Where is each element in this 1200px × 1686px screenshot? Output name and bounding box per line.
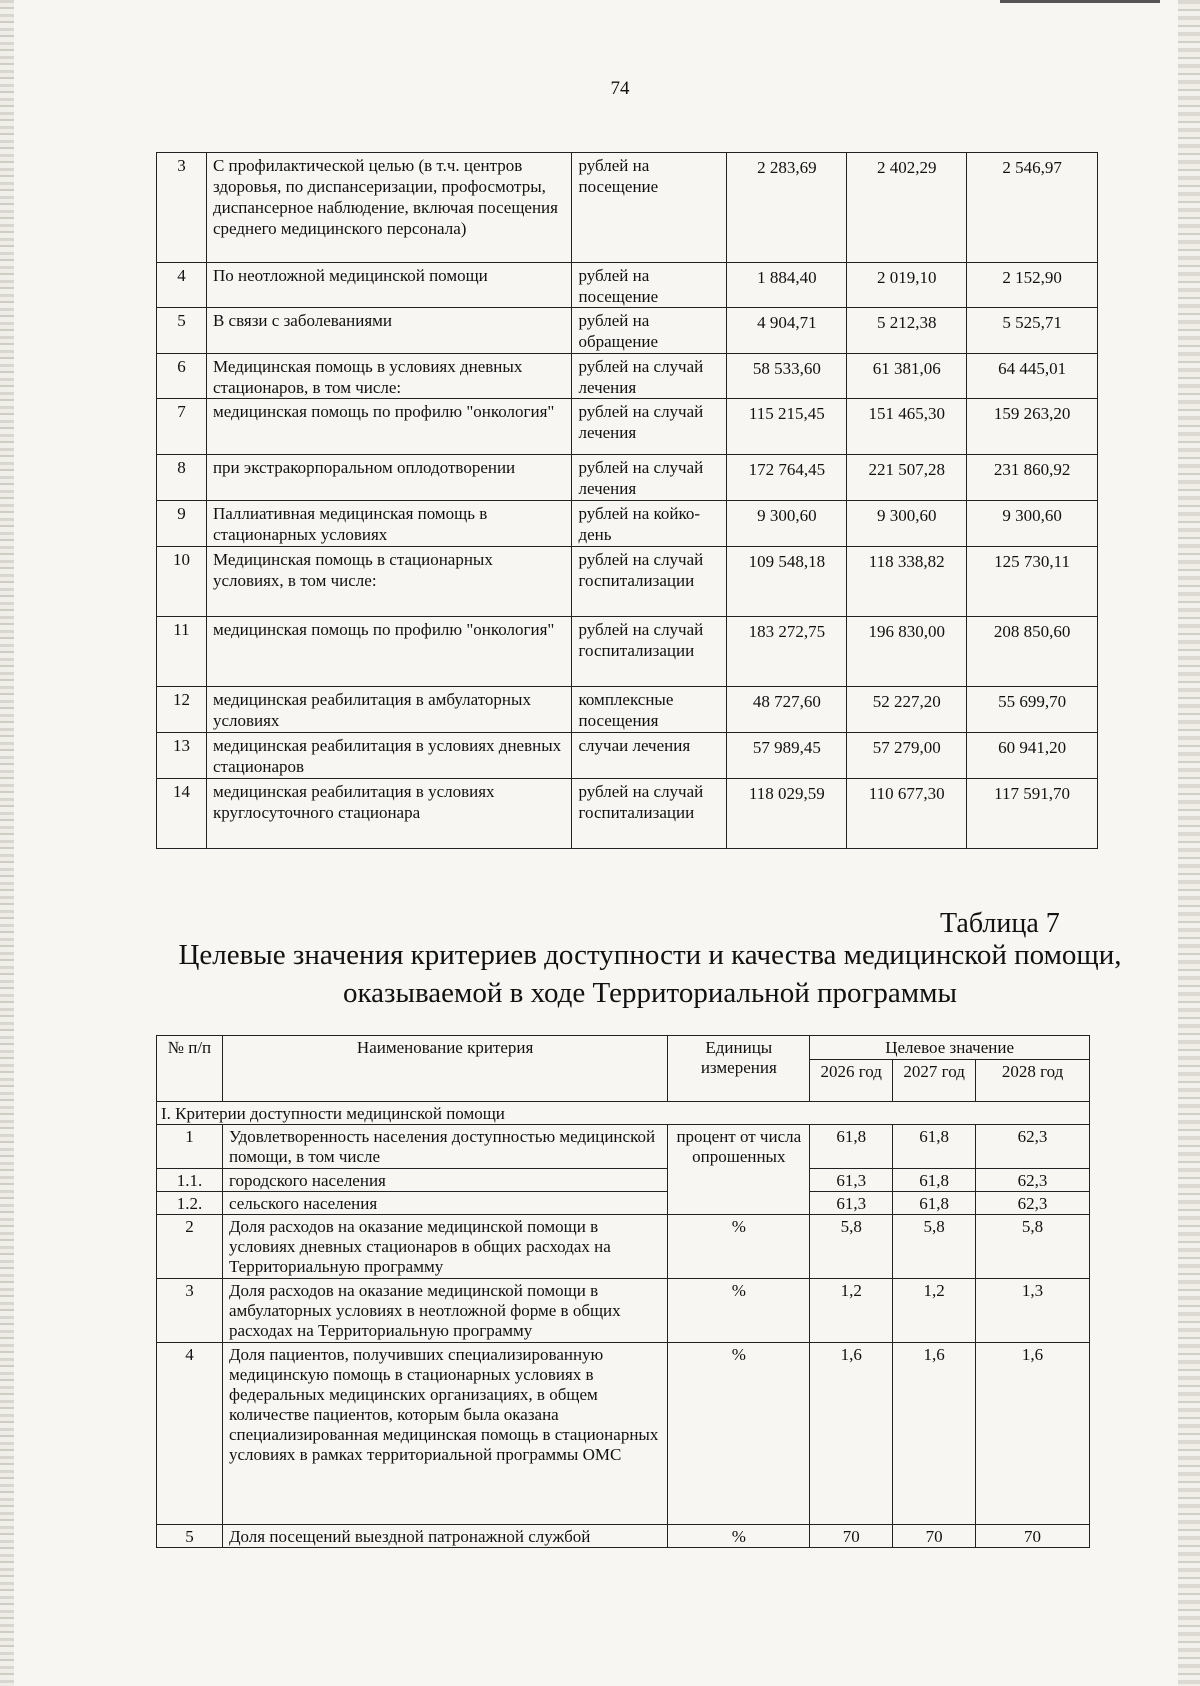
scan-top-mark [1000,0,1160,3]
row-2028: 55 699,70 [967,687,1098,733]
table-row [157,1215,1090,1279]
table-row [157,153,1098,263]
row-2028: 2 546,97 [967,153,1098,263]
row-2027: 221 507,28 [847,455,967,501]
table-row [157,1343,1090,1525]
row-name: сельского населения [222,1192,667,1215]
row-2028: 60 941,20 [967,733,1098,779]
table-row [157,1169,1090,1192]
row-unit: рублей на случай госпитализации [572,779,727,849]
row-unit: рублей на случай лечения [572,354,727,399]
row-unit: рублей на случай лечения [572,399,727,455]
row-2026: 2 283,69 [727,153,847,263]
row-2028: 1,6 [976,1343,1090,1525]
row-2027: 61 381,06 [847,354,967,399]
row-2026: 1,2 [810,1279,893,1343]
row-unit: % [668,1525,810,1548]
row-name: при экстракорпоральном оплодотворении [206,455,572,501]
row-2028: 62,3 [976,1192,1090,1215]
row-2026: 115 215,45 [727,399,847,455]
row-2026: 48 727,60 [727,687,847,733]
header-2028: 2028 год [976,1060,1090,1102]
row-2027: 70 [893,1525,976,1548]
row-2026: 70 [810,1525,893,1548]
header-target: Целевое значение [810,1036,1090,1060]
row-2028: 5,8 [976,1215,1090,1279]
scan-right-edge [1178,0,1200,1686]
row-2027: 151 465,30 [847,399,967,455]
row-unit: рублей на случай госпитализации [572,547,727,617]
row-num: 5 [157,308,207,354]
row-name: Доля посещений выездной патронажной службой [222,1525,667,1548]
row-name: Доля расходов на оказание медицинской помощи в условиях дневных стационаров в общих расходах на Территориальную программу [222,1215,667,1279]
row-2026: 109 548,18 [727,547,847,617]
row-2027: 118 338,82 [847,547,967,617]
section-title: I. Критерии доступности медицинской помощи [157,1102,1090,1125]
row-name: Доля расходов на оказание медицинской помощи в амбулаторных условиях в неотложной форме в общих расходах на Территориальную программу [222,1279,667,1343]
row-2026: 9 300,60 [727,501,847,547]
table-row [157,399,1098,455]
row-name: медицинская помощь по профилю "онкология" [206,399,572,455]
table-row [157,308,1098,354]
row-2026: 58 533,60 [727,354,847,399]
row-name: Медицинская помощь в условиях дневных стационаров, в том числе: [206,354,572,399]
row-2026: 61,8 [810,1125,893,1169]
row-2026: 61,3 [810,1192,893,1215]
row-2026: 4 904,71 [727,308,847,354]
row-2028: 62,3 [976,1125,1090,1169]
row-2026: 183 272,75 [727,617,847,687]
table-row [157,547,1098,617]
table-row [157,617,1098,687]
row-2027: 5 212,38 [847,308,967,354]
table-row [157,733,1098,779]
row-2028: 2 152,90 [967,263,1098,308]
table-row [157,501,1098,547]
table-row [157,687,1098,733]
costs-table [156,152,1098,849]
row-2026: 57 989,45 [727,733,847,779]
row-num: 9 [157,501,207,547]
row-2027: 110 677,30 [847,779,967,849]
row-2026: 5,8 [810,1215,893,1279]
row-name: В связи с заболеваниями [206,308,572,354]
row-num: 1 [157,1125,223,1169]
row-num: 1.1. [157,1169,223,1192]
table-row [157,354,1098,399]
page-number: 74 [610,78,630,99]
row-2026: 1 884,40 [727,263,847,308]
row-num: 13 [157,733,207,779]
table-row [157,263,1098,308]
row-2028: 70 [976,1525,1090,1548]
row-unit: рублей на посещение [572,263,727,308]
row-unit: рублей на койко-день [572,501,727,547]
table-row [157,1192,1090,1215]
row-num: 2 [157,1215,223,1279]
row-unit: рублей на обращение [572,308,727,354]
row-name: Медицинская помощь в стационарных условиях, в том числе: [206,547,572,617]
row-2028: 125 730,11 [967,547,1098,617]
table-row [157,1525,1090,1548]
row-2027: 196 830,00 [847,617,967,687]
row-unit: рублей на случай госпитализации [572,617,727,687]
row-num: 1.2. [157,1192,223,1215]
row-unit: рублей на случай лечения [572,455,727,501]
row-unit: рублей на посещение [572,153,727,263]
row-2026: 118 029,59 [727,779,847,849]
row-2027: 9 300,60 [847,501,967,547]
row-2028: 64 445,01 [967,354,1098,399]
row-unit: комплексные посещения [572,687,727,733]
row-2028: 1,3 [976,1279,1090,1343]
table-row [157,779,1098,849]
row-2028: 159 263,20 [967,399,1098,455]
header-unit: Единицы измерения [668,1036,810,1102]
row-num: 5 [157,1525,223,1548]
row-2026: 61,3 [810,1169,893,1192]
row-num: 8 [157,455,207,501]
row-2027: 2 019,10 [847,263,967,308]
table7-title: Целевые значения критериев доступности и качества медицинской помощи, оказываемой в ходе Территориальной программы [178,939,1122,1009]
header-2026: 2026 год [810,1060,893,1102]
row-num: 6 [157,354,207,399]
header-num: № п/п [157,1036,223,1102]
row-2027: 1,2 [893,1279,976,1343]
row-2028: 5 525,71 [967,308,1098,354]
row-num: 12 [157,687,207,733]
row-unit: % [668,1343,810,1525]
table-row [157,455,1098,501]
row-unit: случаи лечения [572,733,727,779]
row-name: медицинская реабилитация в условиях дневных стационаров [206,733,572,779]
row-2026: 1,6 [810,1343,893,1525]
row-num: 3 [157,153,207,263]
row-2027: 5,8 [893,1215,976,1279]
row-num: 7 [157,399,207,455]
row-num: 4 [157,263,207,308]
row-unit: % [668,1215,810,1279]
header-name: Наименование критерия [222,1036,667,1102]
row-name: медицинская реабилитация в амбулаторных условиях [206,687,572,733]
header-2027: 2027 год [893,1060,976,1102]
row-unit: % [668,1279,810,1343]
row-num: 14 [157,779,207,849]
scan-left-edge [0,0,14,1686]
row-name: По неотложной медицинской помощи [206,263,572,308]
row-2026: 172 764,45 [727,455,847,501]
row-name: медицинская помощь по профилю "онкология" [206,617,572,687]
row-2027: 1,6 [893,1343,976,1525]
row-2028: 9 300,60 [967,501,1098,547]
row-2028: 231 860,92 [967,455,1098,501]
row-unit: процент от числа опрошенных [668,1125,810,1215]
row-2028: 117 591,70 [967,779,1098,849]
row-2027: 52 227,20 [847,687,967,733]
row-name: Удовлетворенность населения доступностью медицинской помощи, в том числе [222,1125,667,1169]
row-2028: 208 850,60 [967,617,1098,687]
row-num: 10 [157,547,207,617]
row-num: 11 [157,617,207,687]
row-2027: 57 279,00 [847,733,967,779]
criteria-table [156,1035,1090,1548]
row-2028: 62,3 [976,1169,1090,1192]
row-2027: 61,8 [893,1125,976,1169]
row-name: городского населения [222,1169,667,1192]
row-2027: 61,8 [893,1169,976,1192]
header-row [157,1036,1090,1060]
row-num: 3 [157,1279,223,1343]
row-2027: 61,8 [893,1192,976,1215]
row-2027: 2 402,29 [847,153,967,263]
table7-label: Таблица 7 [940,908,1060,939]
table-row [157,1125,1090,1169]
section-row [157,1102,1090,1125]
table-row [157,1279,1090,1343]
row-num: 4 [157,1343,223,1525]
row-name: С профилактической целью (в т.ч. центров здоровья, по диспансеризации, профосмотры, диспансерное наблюдение, включая посещения среднего медицинского персонала) [206,153,572,263]
row-name: медицинская реабилитация в условиях круглосуточного стационара [206,779,572,849]
row-name: Паллиативная медицинская помощь в стационарных условиях [206,501,572,547]
row-name: Доля пациентов, получивших специализированную медицинскую помощь в стационарных условиях в федеральных медицинских организациях, в общем количестве пациентов, которым была оказана специализированная медицинская помощь в стационарных условиях в рамках территориальной программы ОМС [222,1343,667,1525]
